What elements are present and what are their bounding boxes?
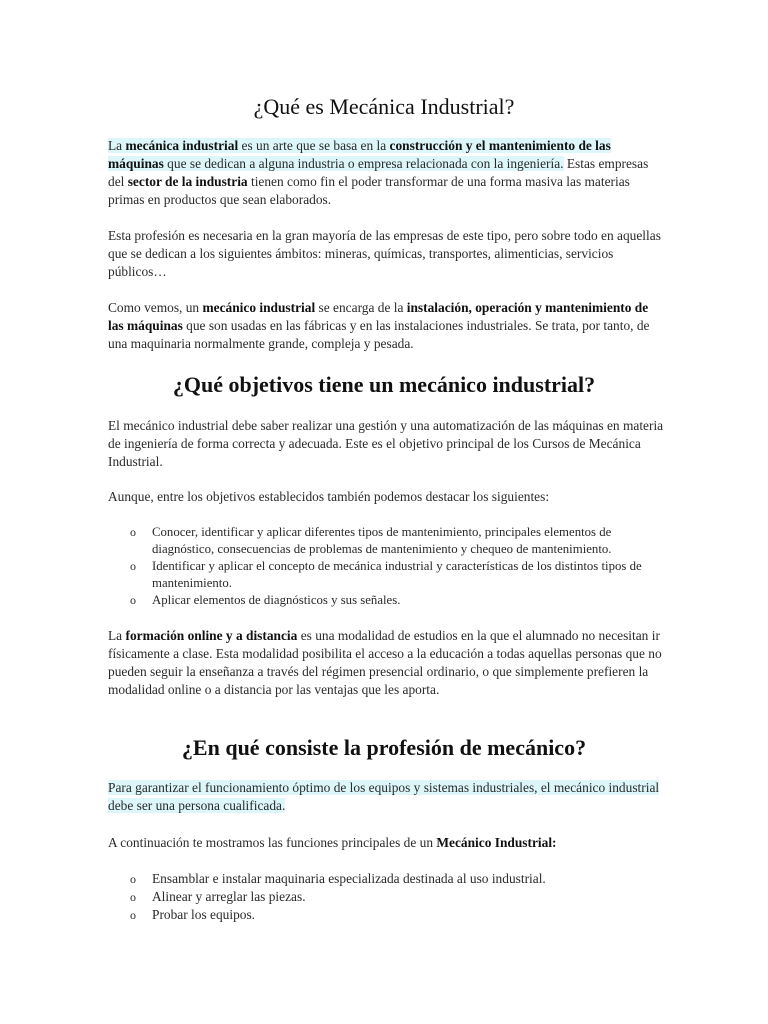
list-item-text: Aplicar elementos de diagnósticos y sus señales.: [152, 593, 401, 607]
text-run: La: [108, 138, 126, 153]
text-run: Estas empresas del: [108, 156, 649, 189]
text-run: que son usadas en las fábricas y en las instalaciones industriales. Se trata, por tanto, de una maquinaria normalmente grande, compleja y pesada.: [108, 318, 650, 351]
bold-term: mecánica industrial: [125, 138, 239, 153]
bold-term: Mecánico Industrial:: [436, 835, 557, 850]
bold-term: instalación, operación y mantenimiento de las máquinas: [108, 300, 649, 333]
text-run: La: [108, 628, 126, 643]
text-run: A continuación te mostramos las funciones principales de un: [108, 835, 437, 850]
list-item-text: Ensamblar e instalar maquinaria especializada destinada al uso industrial.: [152, 871, 546, 886]
paragraph-functions-intro: [108, 834, 664, 852]
list-item: [108, 592, 664, 609]
heading-what-is-industrial-mechanics: ¿Qué es Mecánica Industrial?: [253, 94, 515, 119]
paragraph-qualified: [108, 779, 664, 815]
bullet-icon: o: [130, 908, 136, 922]
text-run: es un arte que se basa en la: [238, 138, 390, 153]
paragraph-online-training: [108, 627, 664, 699]
bold-term: mecánico industrial: [202, 300, 316, 315]
paragraph-objectives-intro: Aunque, entre los objetivos establecidos también podemos destacar los siguientes:: [108, 489, 550, 504]
paragraph-definition: [108, 137, 664, 209]
bold-term: formación online y a distancia: [125, 628, 298, 643]
bullet-icon: o: [130, 559, 136, 573]
list-item-text: Conocer, identificar y aplicar diferentes tipos de mantenimiento, principales elementos de diagnóstico, consecuencias de problemas de mantenimiento y chequeo de mantenimiento.: [152, 525, 612, 556]
text-run: tienen como fin el poder transformar de una forma masiva las materias primas en productos que sean elaborados.: [108, 174, 630, 207]
text-run: Como vemos, un: [108, 300, 203, 315]
heading-profession: ¿En qué consiste la profesión de mecánico?: [181, 735, 587, 760]
list-item: [108, 524, 664, 558]
highlighted-text: Para garantizar el funcionamiento óptimo de los equipos y sistemas industriales, el mecánico industrial debe ser una persona cualificada.: [108, 780, 660, 813]
text-run: es una modalidad de estudios en la que el alumnado no necesitan ir físicamente a clase. Esta modalidad posibilita el acceso a la educación a todas aquellas personas que no pueden seguir la enseñanza a través del régimen presencial ordinario, o que simplemente prefieren la modalidad online o a distancia por las ventajas que les aporta.: [108, 628, 662, 697]
text-run: que se dedican a alguna industria o empresa relacionada con la ingeniería.: [163, 156, 564, 171]
objectives-list: [108, 524, 664, 609]
text-run: se encarga de la: [315, 300, 407, 315]
bullet-icon: o: [130, 890, 136, 904]
paragraph-objective-main: El mecánico industrial debe saber realizar una gestión y una automatización de las máquinas en materia de ingeniería de forma correcta y adecuada. Este es el objetivo principal de los Cursos de Mecánica Industrial.: [108, 418, 664, 469]
bold-term: construcción y el mantenimiento de las máquinas: [108, 138, 611, 171]
list-item-text: Probar los equipos.: [152, 907, 256, 922]
heading-objectives: ¿Qué objetivos tiene un mecánico industrial?: [172, 372, 596, 397]
list-item-text: Identificar y aplicar el concepto de mecánica industrial y características de los distintos tipos de mantenimiento.: [152, 559, 642, 590]
paragraph-mechanic-role: [108, 299, 664, 353]
list-item-text: Alinear y arreglar las piezas.: [152, 889, 306, 904]
bullet-icon: o: [130, 872, 136, 886]
bullet-icon: o: [130, 593, 136, 607]
list-item: [108, 870, 664, 888]
paragraph-profession-need: Esta profesión es necesaria en la gran mayoría de las empresas de este tipo, pero sobre todo en aquellas que se dedican a los siguientes ámbitos: mineras, químicas, transportes, alimenticias, servicios públicos…: [108, 228, 661, 279]
functions-list: [108, 870, 664, 924]
list-item: [108, 888, 664, 906]
bullet-icon: o: [130, 525, 136, 539]
bold-term: sector de la industria: [127, 174, 248, 189]
list-item: [108, 906, 664, 924]
list-item: [108, 558, 664, 592]
